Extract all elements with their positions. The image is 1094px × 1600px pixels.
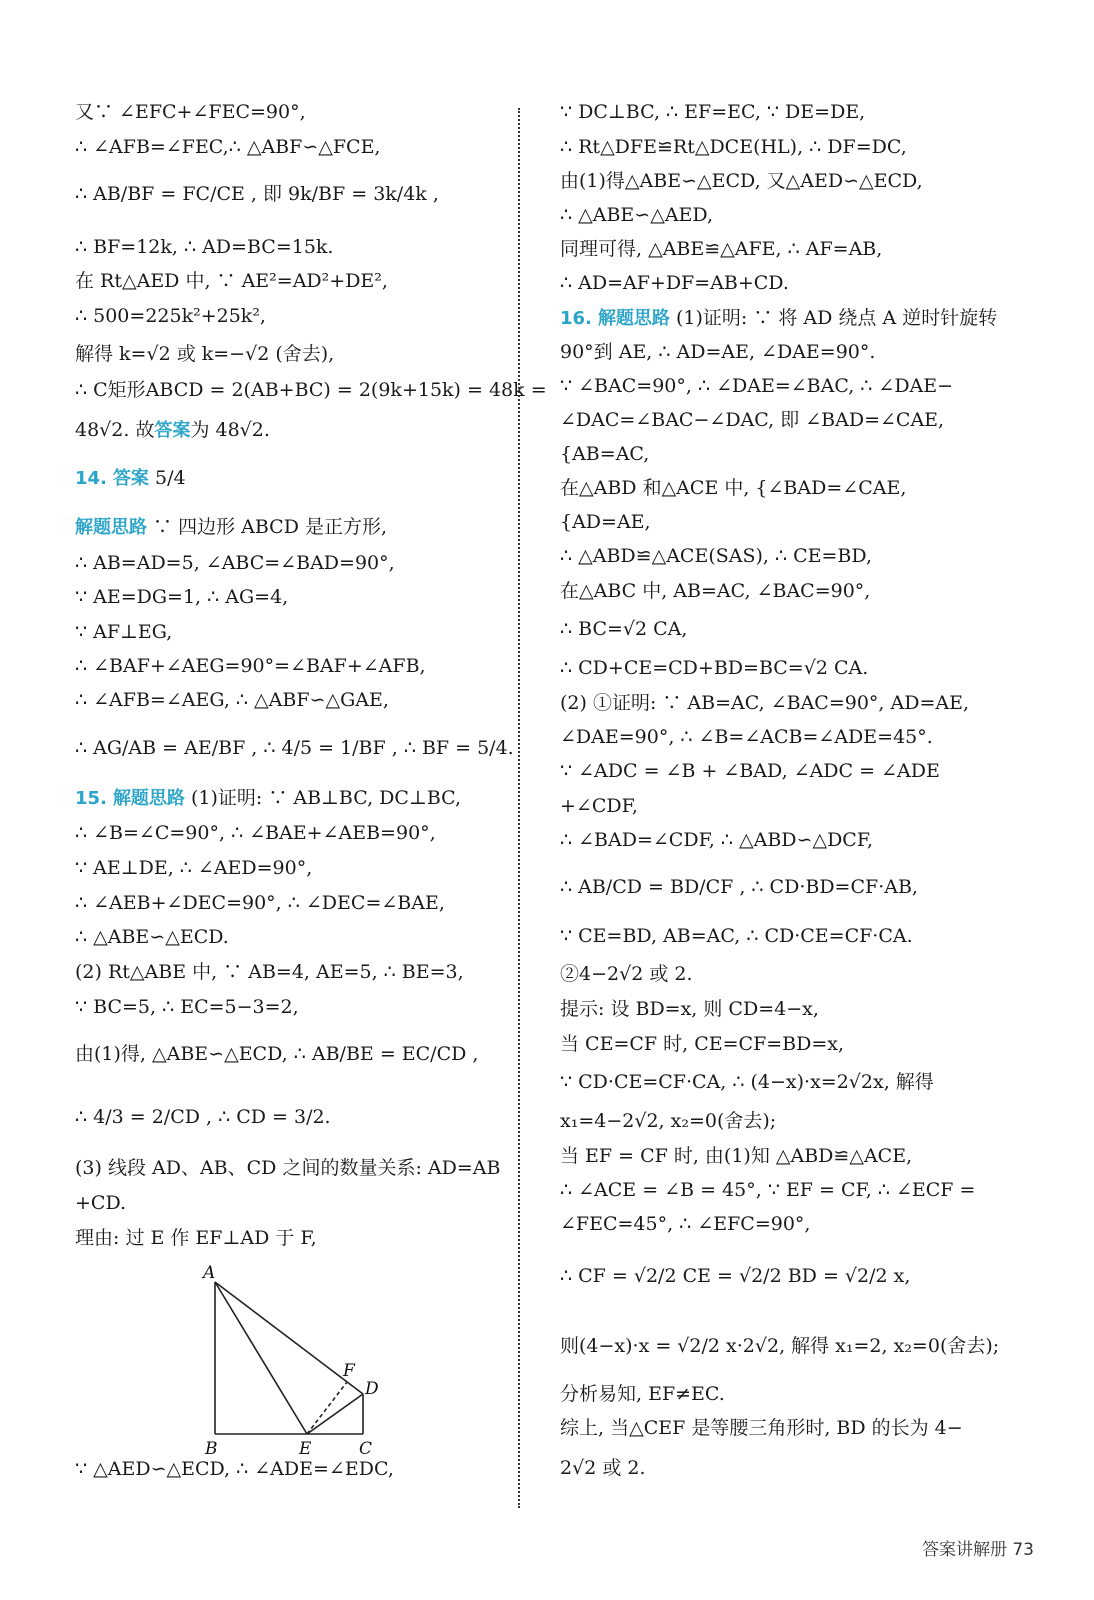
right-text-line: 在△ABC 中, AB=AC, ∠BAC=90°, bbox=[560, 580, 871, 602]
right-text-line: ∴ △ABE∽△AED, bbox=[560, 204, 714, 226]
right-text-line: 16. 解题思路 (1)证明: ∵ 将 AD 绕点 A 逆时针旋转 bbox=[560, 307, 998, 329]
left-text-line: ∴ △ABE∽△ECD. bbox=[75, 926, 229, 948]
right-text-line: 综上, 当△CEF 是等腰三角形时, BD 的长为 4− bbox=[560, 1417, 963, 1439]
left-text-line: ∴ ∠B=∠C=90°, ∴ ∠BAE+∠AEB=90°, bbox=[75, 822, 436, 844]
right-text-line: 则(4−x)·x = √2/2 x·2√2, 解得 x₁=2, x₂=0(舍去); bbox=[560, 1335, 1000, 1357]
right-text-line: 在△ABD 和△ACE 中, {∠BAD=∠CAE, bbox=[560, 477, 907, 499]
left-text-line: ∴ AB=AD=5, ∠ABC=∠BAD=90°, bbox=[75, 552, 395, 574]
right-text-line: 2√2 或 2. bbox=[560, 1457, 646, 1479]
right-text-line: ∴ BC=√2 CA, bbox=[560, 618, 688, 640]
label-a: A bbox=[203, 1263, 216, 1283]
right-text-line: ∴ AB/CD = BD/CF , ∴ CD·BD=CF·AB, bbox=[560, 876, 918, 898]
left-text-line: ∵ △AED∽△ECD, ∴ ∠ADE=∠EDC, bbox=[75, 1458, 394, 1480]
right-text-line: ∴ ∠ACE = ∠B = 45°, ∵ EF = CF, ∴ ∠ECF = bbox=[560, 1179, 976, 1201]
left-text-line: ∴ ∠AFB=∠FEC,∴ △ABF∽△FCE, bbox=[75, 136, 381, 158]
left-text-line: ∵ AE=DG=1, ∴ AG=4, bbox=[75, 586, 289, 608]
geometry-figure bbox=[195, 1262, 395, 1457]
left-text-line: ∵ AE⊥DE, ∴ ∠AED=90°, bbox=[75, 857, 313, 879]
right-text-line: 分析易知, EF≠EC. bbox=[560, 1383, 725, 1405]
left-text-line: +CD. bbox=[75, 1192, 127, 1214]
left-text-line: ∴ 4/3 = 2/CD , ∴ CD = 3/2. bbox=[75, 1106, 331, 1128]
right-text-line: ∵ CD·CE=CF·CA, ∴ (4−x)·x=2√2x, 解得 bbox=[560, 1071, 934, 1093]
label-b: B bbox=[205, 1439, 218, 1457]
left-text-line: ∴ AG/AB = AE/BF , ∴ 4/5 = 1/BF , ∴ BF = 5/4. bbox=[75, 737, 514, 759]
right-text-line: ∵ ∠ADC = ∠B + ∠BAD, ∠ADC = ∠ADE bbox=[560, 760, 940, 782]
right-text-line: ∵ DC⊥BC, ∴ EF=EC, ∵ DE=DE, bbox=[560, 101, 866, 123]
right-text-line: ∴ Rt△DFE≌Rt△DCE(HL), ∴ DF=DC, bbox=[560, 136, 907, 158]
segment-ef bbox=[307, 1382, 347, 1434]
footer-label: 答案讲解册 bbox=[921, 1540, 1007, 1560]
left-text-line: 48√2. 故答案为 48√2. bbox=[75, 419, 270, 441]
segment-ed bbox=[307, 1394, 363, 1434]
label-d: D bbox=[365, 1379, 379, 1399]
left-text-line: ∴ C矩形ABCD = 2(AB+BC) = 2(9k+15k) = 48k = bbox=[75, 379, 547, 401]
right-text-line: {AD=AE, bbox=[560, 511, 651, 533]
right-text-line: +∠CDF, bbox=[560, 795, 638, 817]
left-text-line: ∴ AB/BF = FC/CE , 即 9k/BF = 3k/4k , bbox=[75, 183, 439, 205]
page-footer bbox=[922, 1535, 1034, 1560]
page-number: 73 bbox=[1012, 1540, 1034, 1560]
left-text-line: ∴ BF=12k, ∴ AD=BC=15k. bbox=[75, 236, 334, 258]
right-text-line: 提示: 设 BD=x, 则 CD=4−x, bbox=[560, 998, 819, 1020]
right-text-line: 当 EF = CF 时, 由(1)知 △ABD≌△ACE, bbox=[560, 1145, 913, 1167]
right-text-line: (2) ①证明: ∵ AB=AC, ∠BAC=90°, AD=AE, bbox=[560, 692, 970, 714]
right-text-line: ∠DAC=∠BAC−∠DAC, 即 ∠BAD=∠CAE, bbox=[560, 409, 945, 431]
left-text-line: 又∵ ∠EFC+∠FEC=90°, bbox=[75, 101, 306, 123]
right-text-line: ∴ CD+CE=CD+BD=BC=√2 CA. bbox=[560, 657, 869, 679]
right-text-line: {AB=AC, bbox=[560, 443, 650, 465]
left-text-line: (3) 线段 AD、AB、CD 之间的数量关系: AD=AB bbox=[75, 1157, 501, 1179]
right-text-line: 90°到 AE, ∴ AD=AE, ∠DAE=90°. bbox=[560, 341, 876, 363]
right-text-line: ②4−2√2 或 2. bbox=[560, 963, 693, 985]
right-text-line: ∵ ∠BAC=90°, ∴ ∠DAE=∠BAC, ∴ ∠DAE− bbox=[560, 375, 954, 397]
left-text-line: ∵ BC=5, ∴ EC=5−3=2, bbox=[75, 996, 299, 1018]
right-text-line: 由(1)得△ABE∽△ECD, 又△AED∽△ECD, bbox=[560, 170, 923, 192]
left-text-line: 14. 答案 5/4 bbox=[75, 467, 186, 489]
segment-ad bbox=[215, 1282, 363, 1394]
left-text-line: ∴ ∠AFB=∠AEG, ∴ △ABF∽△GAE, bbox=[75, 689, 389, 711]
left-text-line: 15. 解题思路 (1)证明: ∵ AB⊥BC, DC⊥BC, bbox=[75, 787, 462, 809]
right-text-line: ∠FEC=45°, ∴ ∠EFC=90°, bbox=[560, 1213, 811, 1235]
right-text-line: ∠DAE=90°, ∴ ∠B=∠ACB=∠ADE=45°. bbox=[560, 726, 933, 748]
right-text-line: ∴ AD=AF+DF=AB+CD. bbox=[560, 272, 789, 294]
right-text-line: ∴ ∠BAD=∠CDF, ∴ △ABD∽△DCF, bbox=[560, 829, 874, 851]
left-text-line: 理由: 过 E 作 EF⊥AD 于 F, bbox=[75, 1227, 317, 1249]
segment-ae bbox=[215, 1282, 307, 1434]
label-c: C bbox=[359, 1439, 373, 1457]
label-f: F bbox=[343, 1361, 355, 1381]
right-text-line: ∵ CE=BD, AB=AC, ∴ CD·CE=CF·CA. bbox=[560, 925, 913, 947]
label-e: E bbox=[299, 1439, 312, 1457]
left-text-line: ∵ AF⊥EG, bbox=[75, 621, 173, 643]
column-divider bbox=[518, 108, 520, 1508]
left-text-line: 解题思路 ∵ 四边形 ABCD 是正方形, bbox=[75, 516, 388, 538]
left-text-line: ∴ 500=225k²+25k², bbox=[75, 305, 266, 327]
left-text-line: ∴ ∠AEB+∠DEC=90°, ∴ ∠DEC=∠BAE, bbox=[75, 892, 445, 914]
left-text-line: ∴ ∠BAF+∠AEG=90°=∠BAF+∠AFB, bbox=[75, 655, 426, 677]
right-text-line: ∴ CF = √2/2 CE = √2/2 BD = √2/2 x, bbox=[560, 1265, 911, 1287]
right-text-line: x₁=4−2√2, x₂=0(舍去); bbox=[560, 1110, 777, 1132]
left-text-line: (2) Rt△ABE 中, ∵ AB=4, AE=5, ∴ BE=3, bbox=[75, 961, 464, 983]
left-text-line: 解得 k=√2 或 k=−√2 (舍去), bbox=[75, 343, 335, 365]
right-text-line: 当 CE=CF 时, CE=CF=BD=x, bbox=[560, 1033, 845, 1055]
right-text-line: 同理可得, △ABE≌△AFE, ∴ AF=AB, bbox=[560, 238, 883, 260]
right-text-line: ∴ △ABD≌△ACE(SAS), ∴ CE=BD, bbox=[560, 545, 872, 567]
left-text-line: 在 Rt△AED 中, ∵ AE²=AD²+DE², bbox=[75, 270, 388, 292]
left-text-line: 由(1)得, △ABE∽△ECD, ∴ AB/BE = EC/CD , bbox=[75, 1043, 479, 1065]
